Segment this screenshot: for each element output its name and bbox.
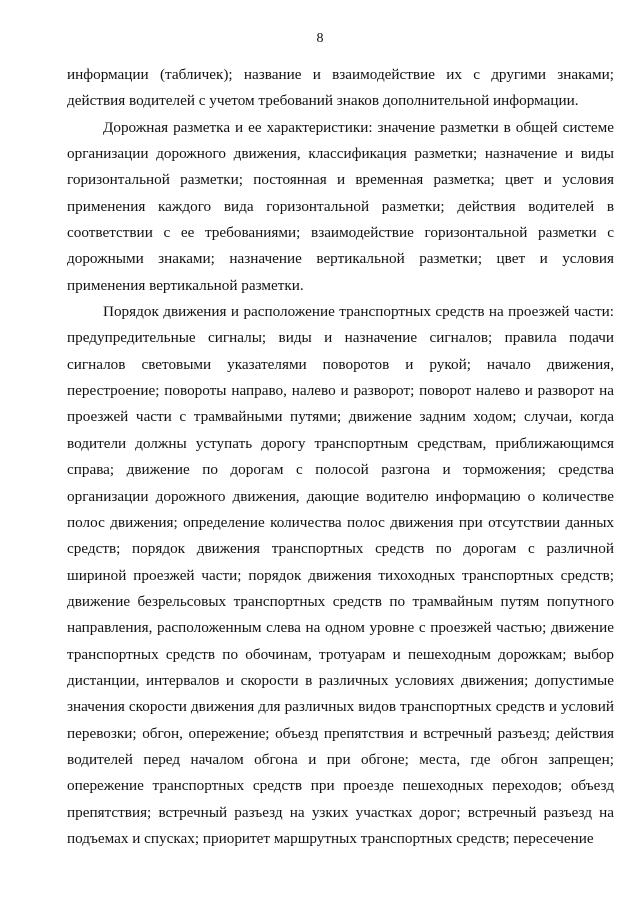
page-number: 8 — [316, 31, 324, 46]
paragraph-continuation: информации (табличек); название и взаимодействие их с другими знаками; действия водителей с учетом требований знаков дополнительной информации. — [67, 66, 614, 110]
paragraph-traffic-order: Порядок движения и расположение транспортных средств на проезжей части: предупредительные сигналы; виды и назначение сигналов; правила подачи сигналов световыми указателями поворотов и рукой; начало движения, перестроение; повороты направо, налево и разворот; поворот налево и разворот на проезжей части с трамвайными путями; движение задним ходом; случаи, когда водители должны уступать дорогу транспортным средствам, приближающимся справа; движение по дорогам с полосой разгона и торможения; средства организации дорожного движения, дающие водителю информацию о количестве полос движения; определение количества полос движения при отсутствии данных средств; порядок движения транспортных средств по дорогам с различной шириной проезжей части; порядок движения тихоходных транспортных средств; движение безрельсовых транспортных средств по трамвайным путям попутного направления, расположенным слева на одном уровне с проезжей частью; движение транспортных средств по обочинам, тротуарам и пешеходным дорожкам; выбор дистанции, интервалов и скорости в различных условиях движения; допустимые значения скорости движения для различных видов транспортных средств и условий перевозки; обгон, опережение; объезд препятствия и встречный разъезд; действия водителей перед началом обгона и при обгоне; места, где обгон запрещен; опережение транспортных средств при проезде пешеходных переходов; объезд препятствия; встречный разъезд на узких участках дорог; встречный разъезд на подъемах и спусках; приоритет маршрутных транспортных средств; пересечение — [67, 303, 614, 847]
paragraph-road-markings: Дорожная разметка и ее характеристики: значение разметки в общей системе организации дорожного движения, классификация разметки; назначение и виды горизонтальной разметки; постоянная и временная разметка; цвет и условия применения каждого вида горизонтальной разметки; действия водителей в соответствии с ее требованиями; взаимодействие горизонтальной разметки с дорожными знаками; назначение вертикальной разметки; цвет и условия применения вертикальной разметки. — [67, 118, 614, 294]
document-body — [67, 62, 614, 852]
